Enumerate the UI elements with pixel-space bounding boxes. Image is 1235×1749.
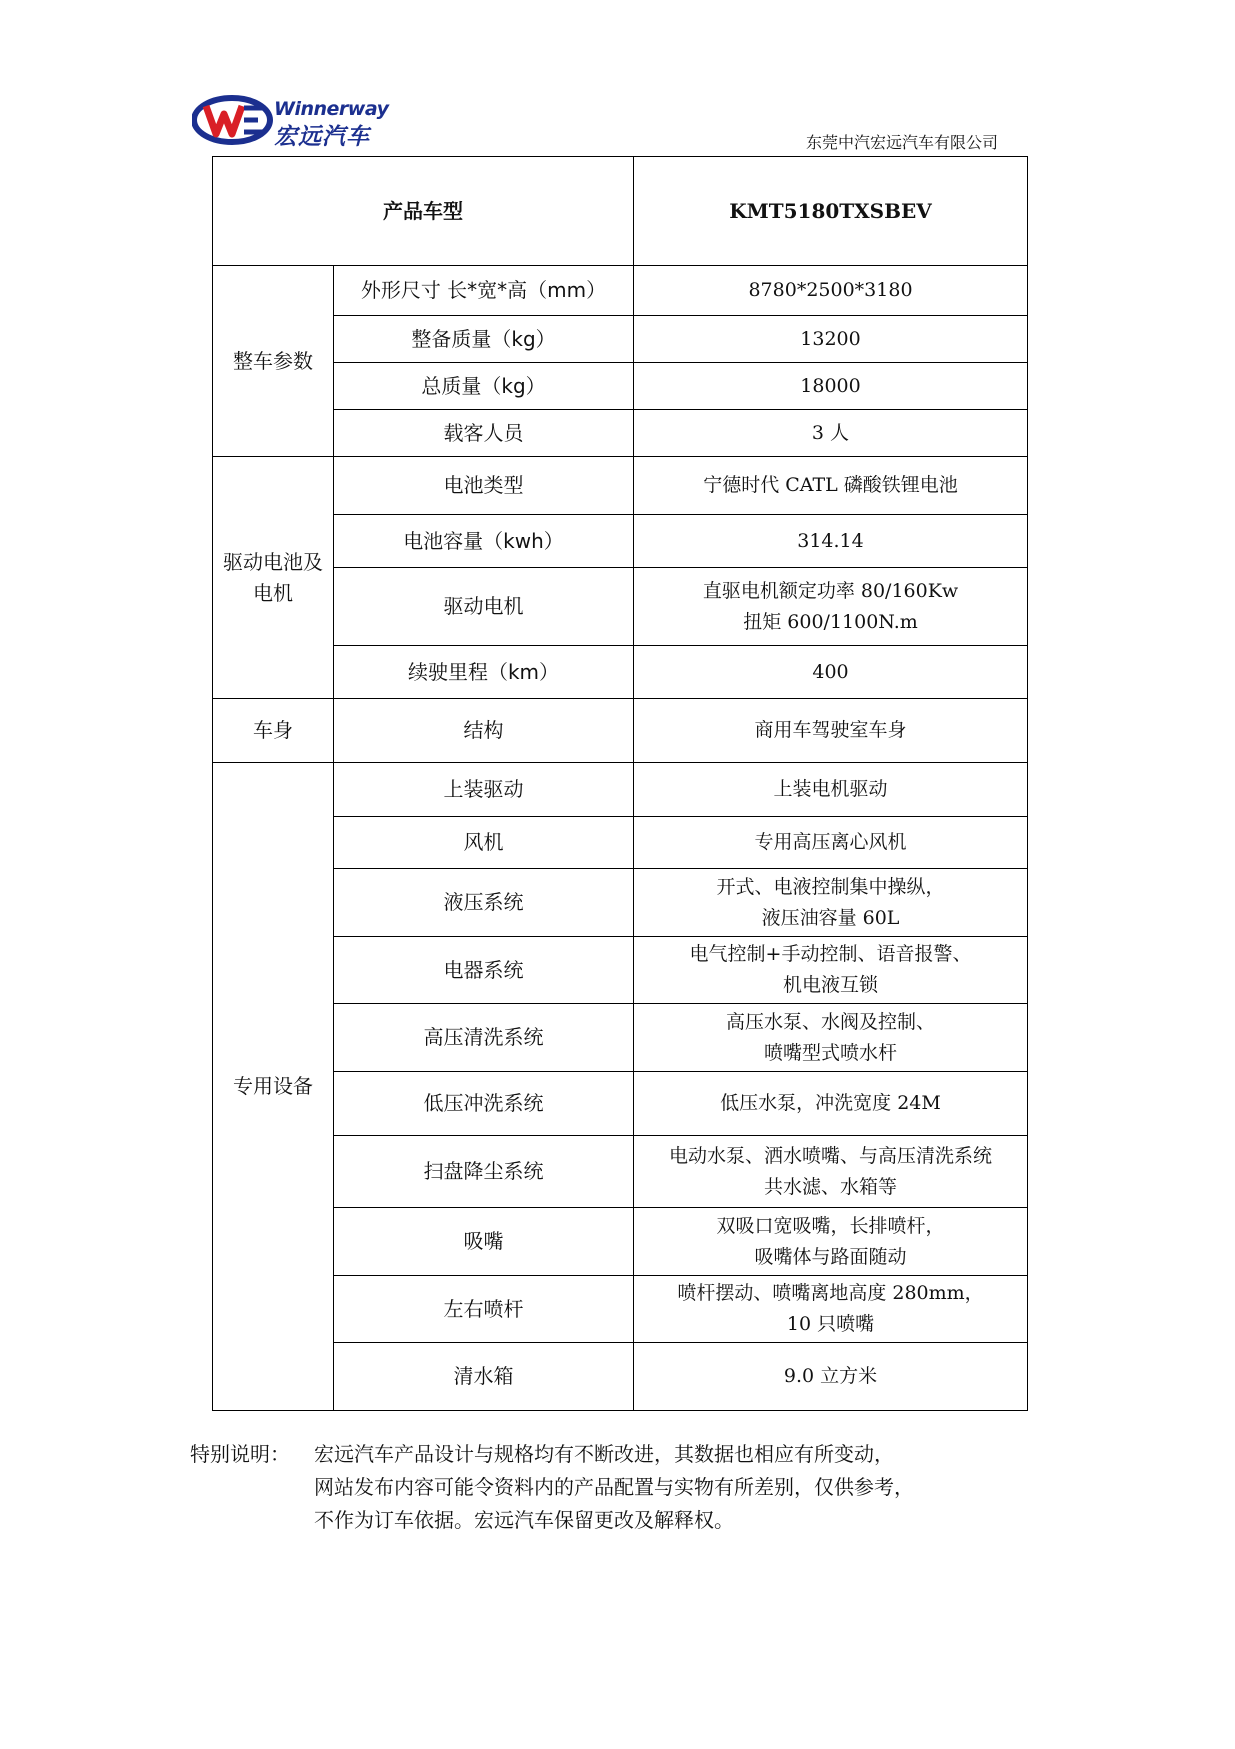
row-value: 400 bbox=[634, 646, 1028, 699]
table-row bbox=[213, 410, 1028, 457]
row-value: 低压水泵，冲洗宽度 24M bbox=[634, 1072, 1028, 1136]
table-row bbox=[213, 1343, 1028, 1411]
row-value: 开式、电液控制集中操纵， 液压油容量 60L bbox=[634, 869, 1028, 937]
row-label: 低压冲洗系统 bbox=[334, 1072, 634, 1136]
row-value: 上装电机驱动 bbox=[634, 763, 1028, 817]
row-value: 314.14 bbox=[634, 515, 1028, 568]
table-row bbox=[213, 515, 1028, 568]
logo-text-en: Winnerway bbox=[274, 98, 389, 120]
row-value: 双吸口宽吸嘴，长排喷杆， 吸嘴体与路面随动 bbox=[634, 1208, 1028, 1276]
table-row bbox=[213, 1072, 1028, 1136]
row-label: 高压清洗系统 bbox=[334, 1004, 634, 1072]
table-row bbox=[213, 699, 1028, 763]
winnerway-logo-icon bbox=[192, 92, 276, 148]
table-row bbox=[213, 1136, 1028, 1208]
note-label: 特别说明： bbox=[190, 1442, 290, 1466]
note-line: 网站发布内容可能令资料内的产品配置与实物有所差别，仅供参考， bbox=[314, 1475, 914, 1499]
row-label: 上装驱动 bbox=[334, 763, 634, 817]
row-value: 宁德时代 CATL 磷酸铁锂电池 bbox=[634, 457, 1028, 515]
table-row bbox=[213, 937, 1028, 1004]
note-line: 宏远汽车产品设计与规格均有不断改进，其数据也相应有所变动， bbox=[314, 1442, 894, 1466]
table-row bbox=[213, 1004, 1028, 1072]
row-label: 续驶里程（km） bbox=[334, 646, 634, 699]
note-line: 不作为订车依据。宏远汽车保留更改及解释权。 bbox=[314, 1508, 734, 1532]
table-row bbox=[213, 763, 1028, 817]
table-row-model bbox=[213, 157, 1028, 266]
row-value: 9.0 立方米 bbox=[634, 1343, 1028, 1411]
group-equipment: 专用设备 bbox=[213, 763, 334, 1411]
row-value: 直驱电机额定功率 80/160Kw 扭矩 600/1100N.m bbox=[634, 568, 1028, 646]
row-label: 扫盘降尘系统 bbox=[334, 1136, 634, 1208]
table-row bbox=[213, 363, 1028, 410]
row-value: 高压水泵、水阀及控制、 喷嘴型式喷水杆 bbox=[634, 1004, 1028, 1072]
row-label: 总质量（kg） bbox=[334, 363, 634, 410]
row-value: 18000 bbox=[634, 363, 1028, 410]
table-row bbox=[213, 1208, 1028, 1276]
row-label: 电器系统 bbox=[334, 937, 634, 1004]
row-label: 驱动电机 bbox=[334, 568, 634, 646]
row-label: 载客人员 bbox=[334, 410, 634, 457]
model-label: 产品车型 bbox=[213, 157, 634, 266]
row-value: 喷杆摆动、喷嘴离地高度 280mm， 10 只喷嘴 bbox=[634, 1276, 1028, 1343]
row-label: 电池类型 bbox=[334, 457, 634, 515]
row-label: 液压系统 bbox=[334, 869, 634, 937]
group-battery: 驱动电池及 电机 bbox=[213, 457, 334, 699]
row-label: 左右喷杆 bbox=[334, 1276, 634, 1343]
table-row bbox=[213, 869, 1028, 937]
row-value: 8780*2500*3180 bbox=[634, 266, 1028, 316]
table-row bbox=[213, 266, 1028, 316]
table-row bbox=[213, 457, 1028, 515]
group-vehicle: 整车参数 bbox=[213, 266, 334, 457]
row-label: 电池容量（kwh） bbox=[334, 515, 634, 568]
spec-table bbox=[212, 156, 1028, 1411]
row-value: 商用车驾驶室车身 bbox=[634, 699, 1028, 763]
row-value: 电动水泵、洒水喷嘴、与高压清洗系统 共水滤、水箱等 bbox=[634, 1136, 1028, 1208]
row-label: 风机 bbox=[334, 817, 634, 869]
logo-text-cn: 宏远汽车 bbox=[274, 124, 370, 150]
row-label: 外形尺寸 长*宽*高（mm） bbox=[334, 266, 634, 316]
table-row bbox=[213, 817, 1028, 869]
row-label: 吸嘴 bbox=[334, 1208, 634, 1276]
row-value: 电气控制+手动控制、语音报警、 机电液互锁 bbox=[634, 937, 1028, 1004]
company-name: 东莞中汽宏远汽车有限公司 bbox=[805, 133, 998, 152]
table-row bbox=[213, 646, 1028, 699]
row-label: 结构 bbox=[334, 699, 634, 763]
table-row bbox=[213, 1276, 1028, 1343]
row-value: 13200 bbox=[634, 316, 1028, 363]
row-label: 整备质量（kg） bbox=[334, 316, 634, 363]
group-body: 车身 bbox=[213, 699, 334, 763]
row-value: 专用高压离心风机 bbox=[634, 817, 1028, 869]
table-row bbox=[213, 568, 1028, 646]
note-text bbox=[314, 1438, 1074, 1537]
brand-logo bbox=[192, 92, 389, 150]
row-label: 清水箱 bbox=[334, 1343, 634, 1411]
model-value: KMT5180TXSBEV bbox=[634, 157, 1028, 266]
row-value: 3 人 bbox=[634, 410, 1028, 457]
table-row bbox=[213, 316, 1028, 363]
